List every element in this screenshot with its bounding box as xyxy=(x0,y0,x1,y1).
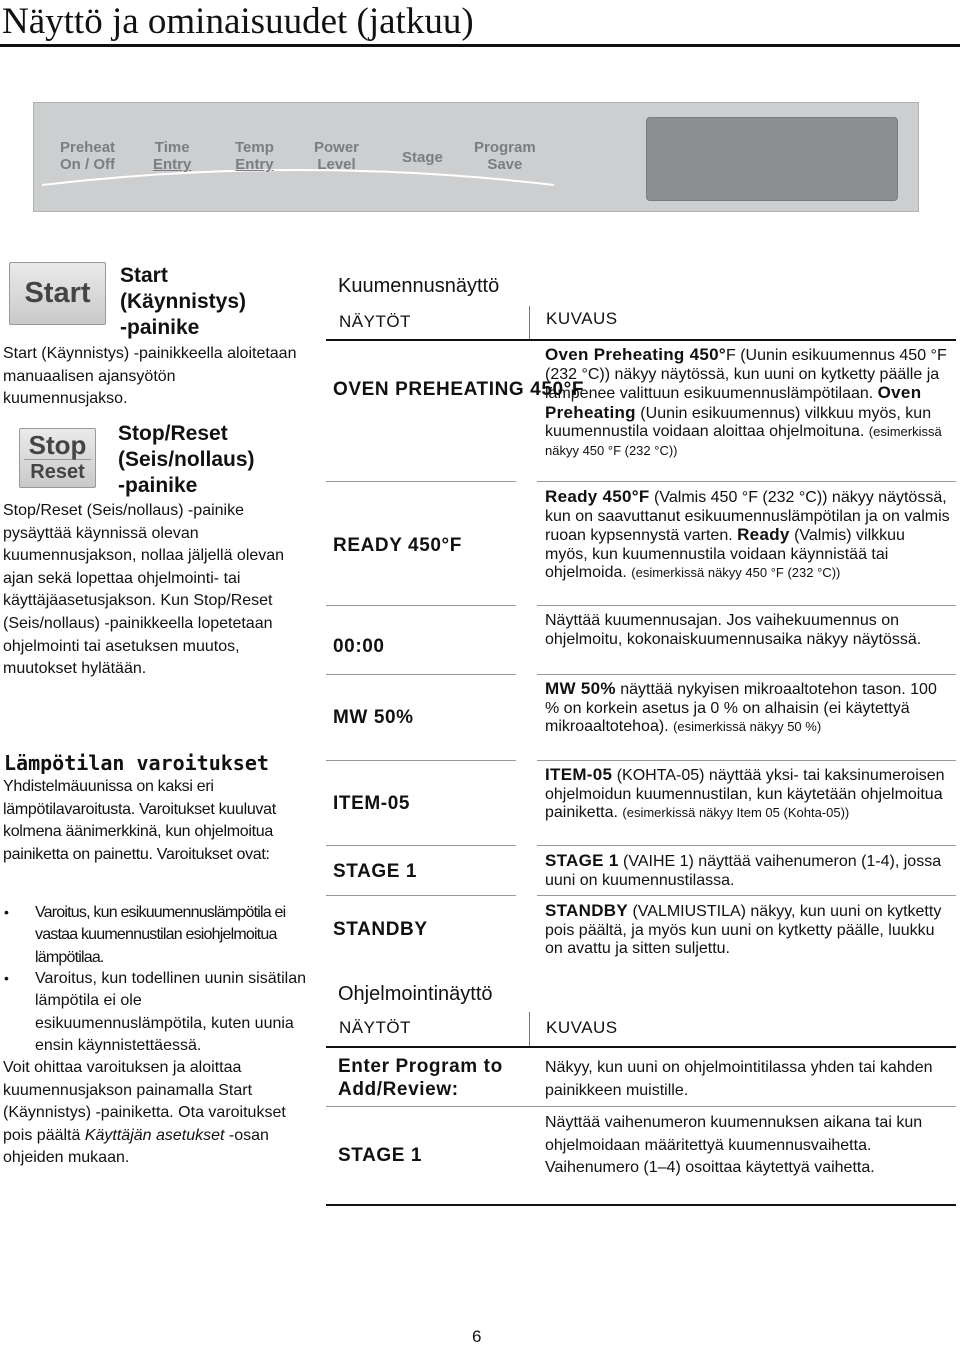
start-key-icon: Start xyxy=(9,262,106,325)
program-display-heading: Ohjelmointinäyttö xyxy=(338,983,493,1005)
panel-button-power-level: Power Level xyxy=(314,139,360,173)
stop-reset-heading: Stop/Reset (Seis/nollaus) -painike xyxy=(118,422,255,497)
desc-example-note: (esimerkissä näkyy 50 %) xyxy=(673,719,822,735)
column-divider xyxy=(529,306,530,341)
desc-text: (Uunin esikuumennus) vilkkuu myös, kun kuumennustila voidaan aloittaa ohjelmoituna. xyxy=(545,404,932,441)
desc-example-note: (esimerkissä näkyy 450 °F (232 °C)) xyxy=(631,565,841,581)
panel-button-program-save: Program Save xyxy=(474,139,536,173)
desc-bold-term: Oven Preheating xyxy=(545,383,922,422)
desc-bold-term: STAGE 1 xyxy=(545,851,619,870)
table-bottom-rule xyxy=(326,1204,956,1206)
bullet-dot: • xyxy=(4,970,9,986)
display-oven-preheating: OVEN PREHEATING 450°F xyxy=(333,379,585,400)
temperature-warnings-text: Yhdistelmäuunissa on kaksi eri lämpötilavaroitusta. Varoitukset kuuluvat kolmena äänimerkkinä, kun ohjelmoitua painiketta on painettu. Varoitukset ovat: xyxy=(3,778,276,863)
desc-bold-term: Ready 450°F xyxy=(545,487,650,506)
desc-bold-term: ITEM-05 xyxy=(545,765,613,784)
desc-text: Näyttää kuumennusajan. Jos vaihekuumennus on ohjelmoitu, kokonaiskuumennusaika näkyy näytössä. xyxy=(545,612,922,648)
page-number: 6 xyxy=(472,1327,482,1346)
row-separator xyxy=(326,760,516,761)
desc-stage xyxy=(545,852,950,890)
desc-text: näyttää nykyisen mikroaaltotehon tason. 100 % on korkein asetus ja 0 % on alhaisin (ei käytettyä mikroaaltotehoa). xyxy=(545,681,937,736)
column-divider xyxy=(529,1012,530,1047)
desc-time xyxy=(545,612,950,649)
display-time: 00:00 xyxy=(333,636,385,657)
program-col-display: NÄYTÖT xyxy=(339,1018,411,1037)
row-separator xyxy=(537,481,956,482)
header-rule xyxy=(326,339,956,341)
row-separator xyxy=(537,674,956,675)
stop-reset-key-icon: Stop Reset xyxy=(19,428,96,488)
heating-col-description: KUVAUS xyxy=(546,309,618,328)
desc-oven-preheating xyxy=(545,346,950,461)
desc-example-note: (esimerkissä näkyy Item 05 (Kohta-05)) xyxy=(622,805,850,821)
row-separator xyxy=(326,845,516,846)
row-separator xyxy=(326,895,516,896)
desc-mw-power xyxy=(545,680,950,737)
desc-ready xyxy=(545,488,950,583)
display-mw-power: MW 50% xyxy=(333,707,414,728)
desc-bold-term: MW 50% xyxy=(545,679,616,698)
desc-enter-program: Näkyy, kun uuni on ohjelmointitilassa yhden tai kahden painikkeen muistille. xyxy=(545,1059,933,1099)
row-separator xyxy=(326,605,516,606)
display-standby: STANDBY xyxy=(333,919,428,940)
desc-item xyxy=(545,766,950,823)
row-separator xyxy=(537,760,956,761)
row-separator xyxy=(537,605,956,606)
row-separator xyxy=(537,895,956,896)
desc-text: (Valmis) vilkkuu myös, kun kuumennustila voidaan käynnistää tai ohjelmoida. xyxy=(545,527,905,582)
desc-bold-term: Oven Preheating 450° xyxy=(545,345,726,364)
row-separator xyxy=(326,674,516,675)
header-rule xyxy=(326,1046,956,1048)
start-heading: Start (Käynnistys) -painike xyxy=(120,264,247,339)
display-enter-program: Enter Program to Add/Review: xyxy=(338,1056,503,1100)
bullet-dot: • xyxy=(4,904,9,920)
temperature-warnings-heading: Lämpötilan varoitukset xyxy=(4,751,269,775)
desc-bold-term: STANDBY xyxy=(545,901,629,920)
heating-display-heading: Kuumennusnäyttö xyxy=(338,275,500,297)
desc-text: (VAIHE 1) näyttää vaihenumeron (1-4), jossa uuni on kuumennustilassa. xyxy=(545,853,942,889)
display-item: ITEM-05 xyxy=(333,793,411,814)
desc-example-note: (esimerkissä näkyy 450 °F (232 °C)) xyxy=(545,424,942,458)
desc-bold-term: Ready xyxy=(737,525,790,545)
panel-button-stage: Stage xyxy=(402,149,443,166)
page-title: Näyttö ja ominaisuudet (jatkuu) xyxy=(2,1,474,42)
program-col-description: KUVAUS xyxy=(546,1018,618,1037)
desc-text: F (Uunin esikuumennus 450 °F (232 °C)) näkyy näytössä, kun uuni on kytketty päälle ja lämpenee valittuun esikuumennuslämpötilaan. xyxy=(545,347,947,403)
warning-bullet-2: Varoitus, kun todellinen uunin sisätilan lämpötila ei ole esikuumennuslämpötila, kuten uunia ensin käynnistettäessä. xyxy=(35,970,306,1055)
row-separator xyxy=(326,1106,956,1107)
row-separator xyxy=(537,845,956,846)
display-stage: STAGE 1 xyxy=(333,861,418,882)
control-panel-image xyxy=(33,102,919,212)
stop-reset-text: Stop/Reset (Seis/nollaus) -painike pysäyttää käynnissä olevan kuumennusjakson, nollaa jäljellä olevan ajan sekä lopettaa ohjelmointi- tai käyttäjäasetusjakson. Kun Stop/Reset (Seis/nollaus) -painikkeella lopetetaan ohjelmointi tai asetuksen muutos, muutokset hylätään. xyxy=(3,502,285,678)
panel-display-window xyxy=(646,117,898,201)
desc-text: (KOHTA-05) näyttää yksi- tai kaksinumeroisen ohjelmoidun kuumennustilan, kun käytetään ohjelmoitua painiketta. xyxy=(545,767,945,822)
warnings-closing-text: Voit ohittaa varoituksen ja aloittaa kuumennusjakson painamalla Start (Käynnistys) -painiketta. Ota varoitukset pois päältä Käyttäjän asetukset -osan ohjeiden mukaan. xyxy=(3,1059,286,1167)
title-rule xyxy=(0,44,960,47)
desc-text: (Valmis 450 °F (232 °C)) näkyy näytössä, kun on saavuttanut esikuumennuslämpötilan ja on valmis ruoan kypsennystä varten. xyxy=(545,489,950,545)
desc-text: (VALMIUSTILA) näkyy, kun uuni on kytketty pois päältä, ja myös kun uuni on kytketty päälle, luukku on avattu ja sitten suljettu. xyxy=(545,903,942,958)
heating-col-display: NÄYTÖT xyxy=(339,312,411,331)
start-text: Start (Käynnistys) -painikkeella aloitetaan manuaalisen ajansyötön kuumennusjakso. xyxy=(3,345,297,408)
desc-program-stage: Näyttää vaihenumeron kuumennuksen aikana tai kun ohjelmoidaan määritettyä kuumennusvaihetta. Vaihenumero (1–4) osoittaa käytettyä vaihetta. xyxy=(545,1114,923,1176)
panel-button-preheat: Preheat On / Off xyxy=(60,139,116,173)
display-ready: READY 450°F xyxy=(333,535,462,556)
panel-button-temp-entry: Temp Entry xyxy=(235,139,274,173)
warning-bullet-1: Varoitus, kun esikuumennuslämpötila ei vastaa kuumennustilan esiohjelmoitua lämpötilaa. xyxy=(35,904,286,966)
row-separator xyxy=(326,481,516,482)
panel-button-time-entry: Time Entry xyxy=(153,139,192,173)
display-program-stage: STAGE 1 xyxy=(338,1145,423,1166)
desc-standby xyxy=(545,902,950,959)
